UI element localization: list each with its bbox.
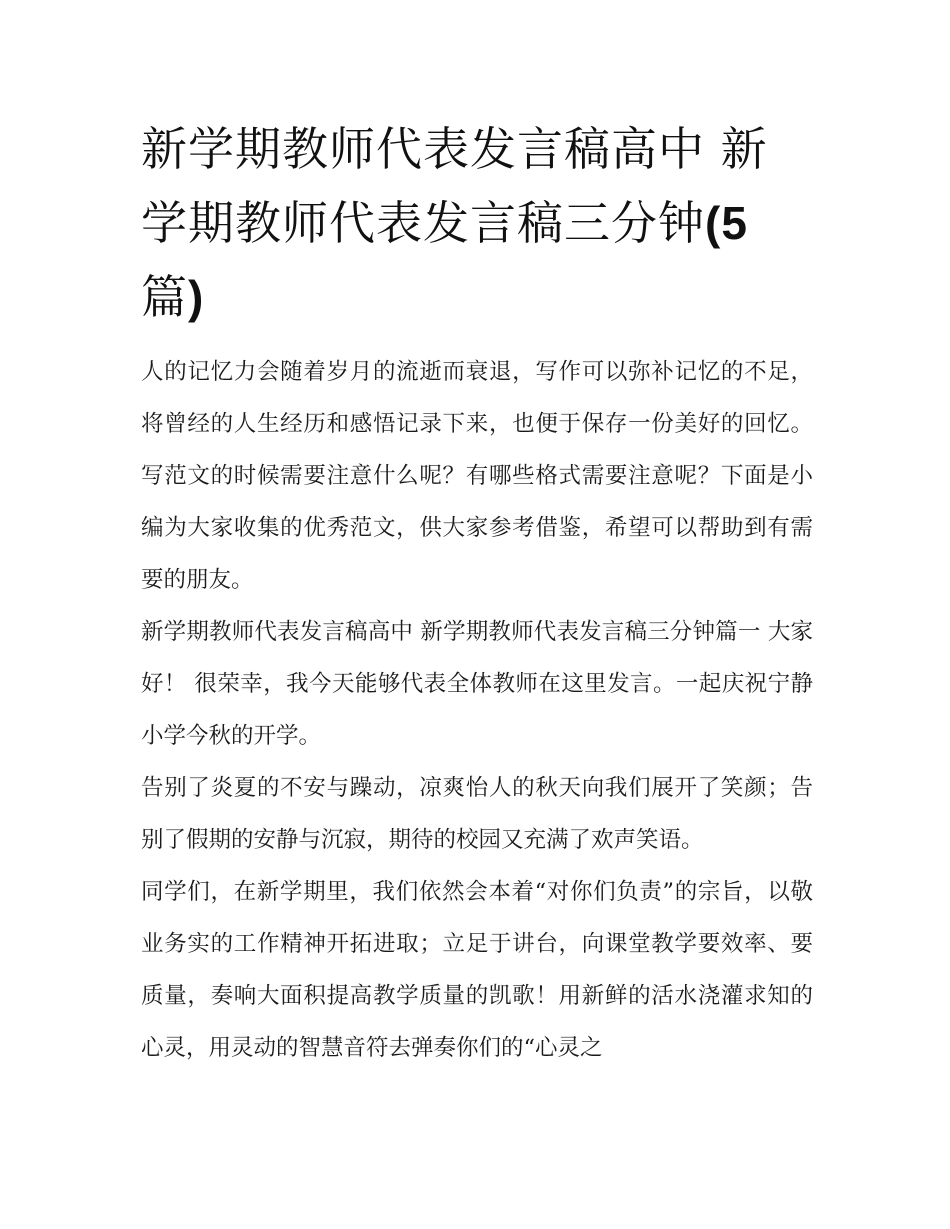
document-body bbox=[141, 346, 813, 1074]
title-line-3-latin: ) bbox=[188, 271, 205, 323]
paragraph-greeting: 新学期教师代表发言稿高中 新学期教师代表发言稿三分钟篇一 大家好！ 很荣幸，我今天能够代表全体教师在这里发言。一起庆祝宁静小学今秋的开学。 bbox=[141, 619, 813, 749]
title-line-1: 新学期教师代表发言稿高中 新 bbox=[141, 122, 768, 176]
paragraph-intro: 人的记忆力会随着岁月的流逝而衰退，写作可以弥补记忆的不足，将曾经的人生经历和感悟记录下来，也便于保存一份美好的回忆。写范文的时候需要注意什么呢？有哪些格式需要注意呢？下面是小编为大家收集的优秀范文，供大家参考借鉴，希望可以帮助到有需要的朋友。 bbox=[141, 359, 813, 593]
document-title bbox=[141, 112, 813, 334]
document-page bbox=[141, 112, 813, 1074]
paragraph-farewell-summer: 告别了炎夏的不安与躁动，凉爽怡人的秋天向我们展开了笑颜；告别了假期的安静与沉寂，期待的校园又充满了欢声笑语。 bbox=[141, 775, 813, 853]
title-line-2-latin: (5 bbox=[705, 197, 748, 249]
title-line-3: 篇 bbox=[141, 270, 188, 324]
paragraph-students: 同学们，在新学期里，我们依然会本着“对你们负责”的宗旨，以敬业务实的工作精神开拓进取；立足于讲台，向课堂教学要效率、要质量，奏响大面积提高教学质量的凯歌！用新鲜的活水浇灌求知的心灵，用灵动的智慧音符去弹奏你们的“心灵之 bbox=[141, 879, 813, 1061]
title-line-2: 学期教师代表发言稿三分钟 bbox=[141, 196, 705, 250]
